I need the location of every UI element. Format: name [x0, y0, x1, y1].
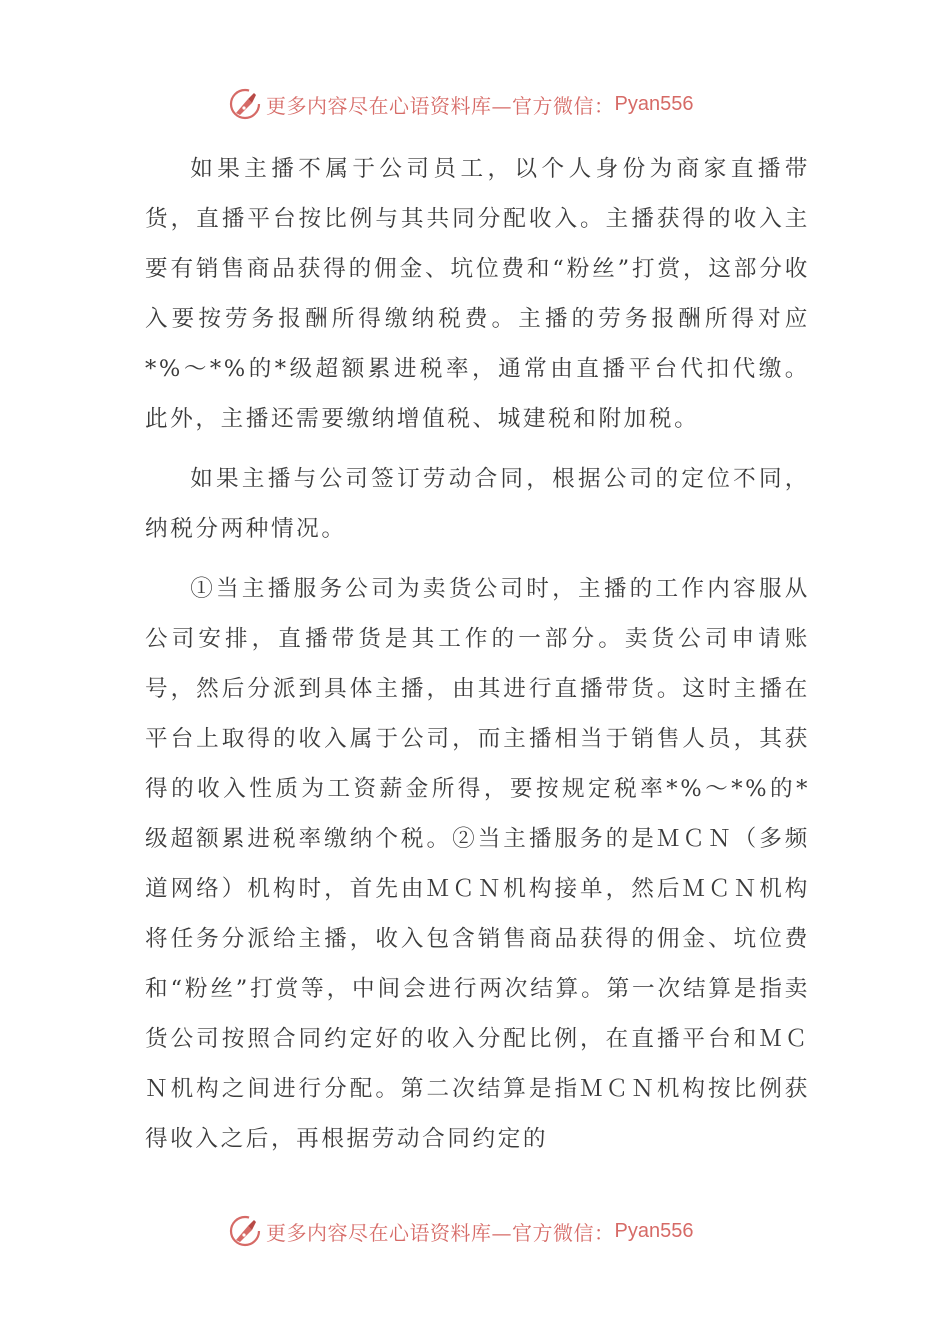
footer-wechat-id: Pyan556 — [614, 1219, 694, 1242]
paragraph-3: ①当主播服务公司为卖货公司时，主播的工作内容服从公司安排，直播带货是其工作的一部分。卖货公司申请账号，然后分派到具体主播，由其进行直播带货。这时主播在平台上取得的收入属于公司，而主播相当于销售人员，其获得的收入性质为工资薪金所得，要按规定税率*%～*%的*级超额累进税率缴纳个税。②当主播服务的是ＭＣＮ（多频道网络）机构时，首先由ＭＣＮ机构接单，然后ＭＣＮ机构将任务分派给主播，收入包含销售商品获得的佣金、坑位费和“粉丝”打赏等，中间会进行两次结算。第一次结算是指卖货公司按照合同约定好的收入分配比例，在直播平台和ＭＣＮ机构之间进行分配。第二次结算是指ＭＣＮ机构按比例获得收入之后，再根据劳动合同约定的 — [145, 576, 810, 1152]
pen-nib-circle-icon — [228, 87, 262, 121]
header-brand-text: 更多内容尽在心语资料库—官方微信： — [266, 93, 615, 118]
paragraph-1: 如果主播不属于公司员工，以个人身份为商家直播带货，直播平台按比例与其共同分配收入。主播获得的收入主要有销售商品获得的佣金、坑位费和“粉丝”打赏，这部分收入要按劳务报酬所得缴纳税费。主播的劳务报酬所得对应*%～*%的*级超额累进税率，通常由直播平台代扣代缴。此外，主播还需要缴纳增值税、城建税和附加税。 — [145, 156, 810, 432]
pen-nib-circle-icon — [228, 1214, 262, 1248]
header-banner — [228, 84, 693, 124]
header-wechat-id: Pyan556 — [614, 92, 694, 115]
footer-brand-text: 更多内容尽在心语资料库—官方微信： — [266, 1220, 615, 1245]
footer-banner — [228, 1211, 693, 1251]
paragraph-2: 如果主播与公司签订劳动合同，根据公司的定位不同，纳税分两种情况。 — [145, 466, 810, 542]
body-text — [145, 144, 810, 1164]
